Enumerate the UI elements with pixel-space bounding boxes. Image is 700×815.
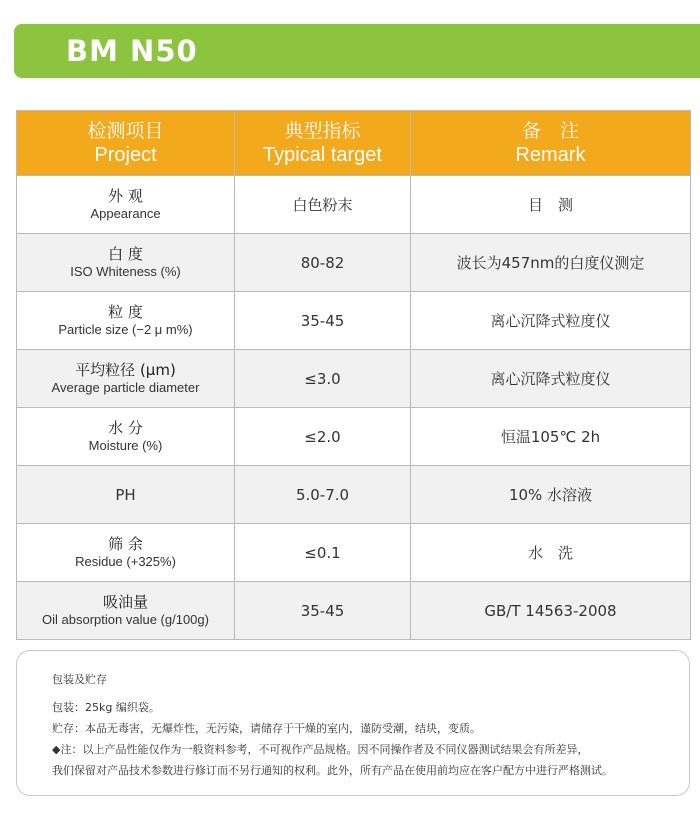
header-project <box>17 111 235 176</box>
remark-cell: 10% 水溶液 <box>411 466 691 524</box>
item-name-cn: 外 观 <box>108 187 143 205</box>
item-name-cn: 白 度 <box>108 245 143 263</box>
remark-cell: 离心沉降式粒度仪 <box>411 350 691 408</box>
item-name-cn: 水 分 <box>108 419 143 437</box>
value-cell: 35-45 <box>235 582 411 640</box>
item-cell <box>17 582 235 640</box>
value-cell: 5.0-7.0 <box>235 466 411 524</box>
notes-disclaimer-line-2: 我们保留对产品技术参数进行修订而不另行通知的权利。此外，所有产品在使用前均应在客户配方中进行严格测试。 <box>52 764 613 777</box>
value-cell: 白色粉末 <box>235 176 411 234</box>
item-cell <box>17 176 235 234</box>
header-project-cn: 检测项目 <box>87 120 164 142</box>
remark-cell: 水 洗 <box>411 524 691 582</box>
table-row <box>17 408 691 466</box>
packaging-notes-box <box>16 650 690 796</box>
item-name-en: Moisture (%) <box>88 438 163 453</box>
item-name-cn: 平均粒径 (μm) <box>75 361 176 379</box>
table-row <box>17 466 691 524</box>
item-cell <box>17 350 235 408</box>
notes-disclaimer-line: ◆注：以上产品性能仅作为一般资料参考，不可视作产品规格。因不同操作者及不同仪器测试结果会有所差异， <box>52 743 589 756</box>
table-row <box>17 292 691 350</box>
item-name-en: ISO Whiteness (%) <box>70 264 181 279</box>
header-project-en: Project <box>94 144 157 166</box>
title-banner <box>14 24 700 78</box>
item-name-en: Oil absorption value (g/100g) <box>42 612 209 627</box>
notes-storage-line: 贮存：本品无毒害，无爆炸性，无污染，请储存于干燥的室内，谨防受潮，结块，变质。 <box>52 722 481 735</box>
remark-cell: 波长为457nm的白度仪测定 <box>411 234 691 292</box>
header-remark-en: Remark <box>515 144 586 166</box>
remark-cell: GB/T 14563-2008 <box>411 582 691 640</box>
item-cell <box>17 524 235 582</box>
product-title: BM N50 <box>66 34 198 68</box>
value-cell: 35-45 <box>235 292 411 350</box>
spec-table <box>16 110 691 640</box>
remark-cell: 恒温105℃ 2h <box>411 408 691 466</box>
item-cell <box>17 292 235 350</box>
header-remark <box>411 111 691 176</box>
header-typical-target-cn: 典型指标 <box>284 120 361 142</box>
value-cell: ≤3.0 <box>235 350 411 408</box>
item-name-cn: 粒 度 <box>108 303 143 321</box>
item-name-en: Appearance <box>90 206 161 221</box>
item-cell <box>17 408 235 466</box>
remark-cell: 目 测 <box>411 176 691 234</box>
table-row <box>17 582 691 640</box>
header-typical-target <box>235 111 411 176</box>
item-cell <box>17 234 235 292</box>
value-cell: ≤2.0 <box>235 408 411 466</box>
table-row <box>17 234 691 292</box>
header-typical-target-en: Typical target <box>263 144 382 166</box>
table-header-row <box>17 111 691 176</box>
value-cell: 80-82 <box>235 234 411 292</box>
header-remark-cn: 备 注 <box>521 120 579 142</box>
notes-packaging-line: 包装：25kg 编织袋。 <box>52 701 160 714</box>
remark-cell: 离心沉降式粒度仪 <box>411 292 691 350</box>
item-name-en: PH <box>115 486 136 504</box>
value-cell: ≤0.1 <box>235 524 411 582</box>
item-name-cn: 筛 余 <box>108 535 143 553</box>
table-row <box>17 176 691 234</box>
item-name-en: Residue (+325%) <box>75 554 176 569</box>
notes-title: 包装及贮存 <box>52 673 107 686</box>
table-row <box>17 350 691 408</box>
item-name-en: Average particle diameter <box>51 380 200 395</box>
item-cell <box>17 466 235 524</box>
table-row <box>17 524 691 582</box>
item-name-en: Particle size (−2 μ m%) <box>58 322 193 337</box>
item-name-cn: 吸油量 <box>102 593 148 611</box>
